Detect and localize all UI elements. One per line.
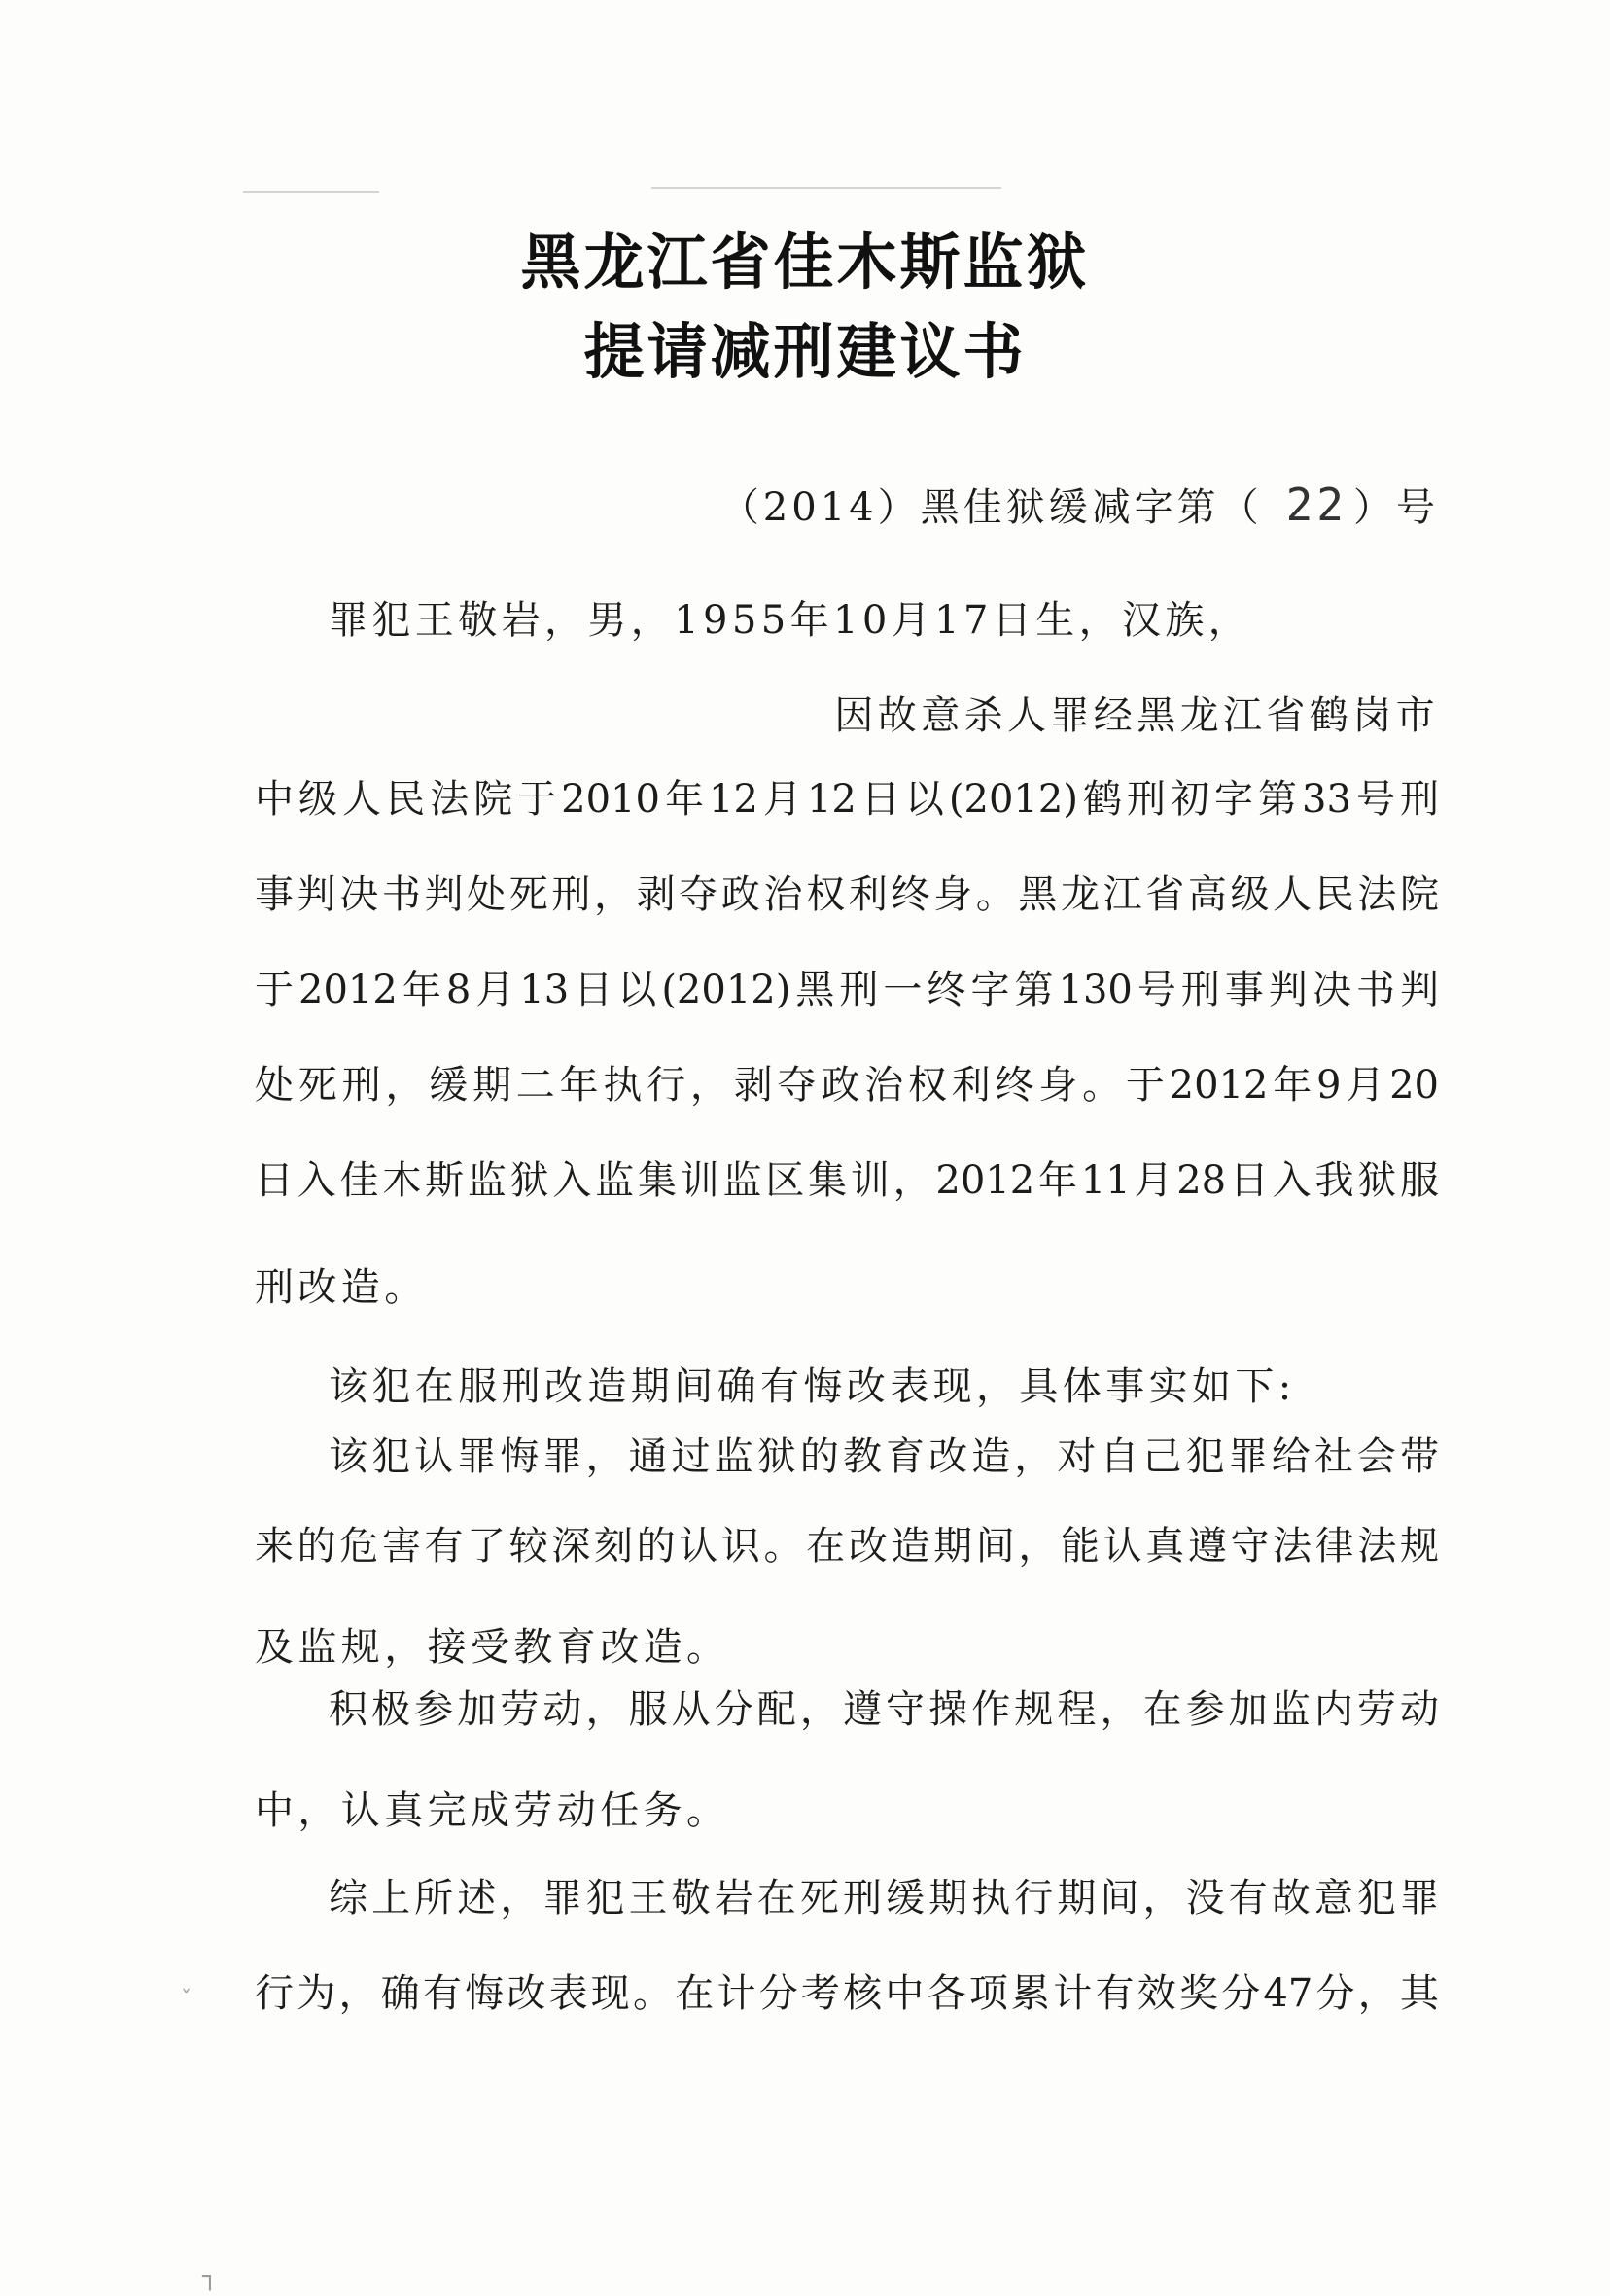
facts-2-line: 积极参加劳动，服从分配，遵守操作规程，在参加监内劳动 <box>329 1687 1439 1732</box>
reference-number <box>720 477 1439 532</box>
judgment-line: 日入佳木斯监狱入监集训监区集训，2012年11月28日入我狱服 <box>255 1158 1439 1203</box>
scan-artifact-line <box>651 187 1001 189</box>
reference-prefix: （2014）黑佳狱缓减字第（ <box>719 485 1263 530</box>
judgment-line: 刑改造。 <box>255 1265 428 1310</box>
facts-1-line: 及监规，接受教育改造。 <box>255 1625 730 1670</box>
facts-1-line: 该犯认罪悔罪，通过监狱的教育改造，对自己犯罪给社会带 <box>329 1434 1439 1479</box>
intro-line-2: 因故意杀人罪经黑龙江省鹤岗市 <box>834 693 1439 738</box>
document-title-line2: 提请减刑建议书 <box>583 316 1027 387</box>
judgment-line: 于2012年8月13日以(2012)黑刑一终字第130号刑事判决书判 <box>255 968 1439 1012</box>
reference-suffix: ）号 <box>1353 485 1439 530</box>
judgment-line: 事判决书判处死刑，剥夺政治权利终身。黑龙江省高级人民法院 <box>255 872 1439 917</box>
summary-line: 综上所述，罪犯王敬岩在死刑缓期执行期间，没有故意犯罪 <box>329 1876 1439 1921</box>
judgment-line: 处死刑，缓期二年执行，剥夺政治权利终身。于2012年9月20 <box>255 1063 1439 1108</box>
judgment-line: 中级人民法院于2010年12月12日以(2012)鹤刑初字第33号刑 <box>255 777 1439 822</box>
document-title-line1: 黑龙江省佳木斯监狱 <box>520 227 1090 298</box>
reference-handwritten-number: 22 <box>1285 478 1348 531</box>
intro-line-1: 罪犯王敬岩，男，1955年10月17日生，汉族， <box>329 598 1252 643</box>
scan-mark-icon: ˇ <box>181 1988 192 2012</box>
facts-2-line: 中，认真完成劳动任务。 <box>255 1788 730 1833</box>
scan-artifact-line <box>243 191 379 193</box>
scan-mark-icon: ┐ <box>202 2262 218 2291</box>
facts-intro: 该犯在服刑改造期间确有悔改表现，具体事实如下: <box>329 1364 1296 1409</box>
facts-1-line: 来的危害有了较深刻的认识。在改造期间，能认真遵守法律法规 <box>255 1524 1439 1569</box>
summary-line: 行为，确有悔改表现。在计分考核中各项累计有效奖分47分，其 <box>255 1971 1439 2016</box>
